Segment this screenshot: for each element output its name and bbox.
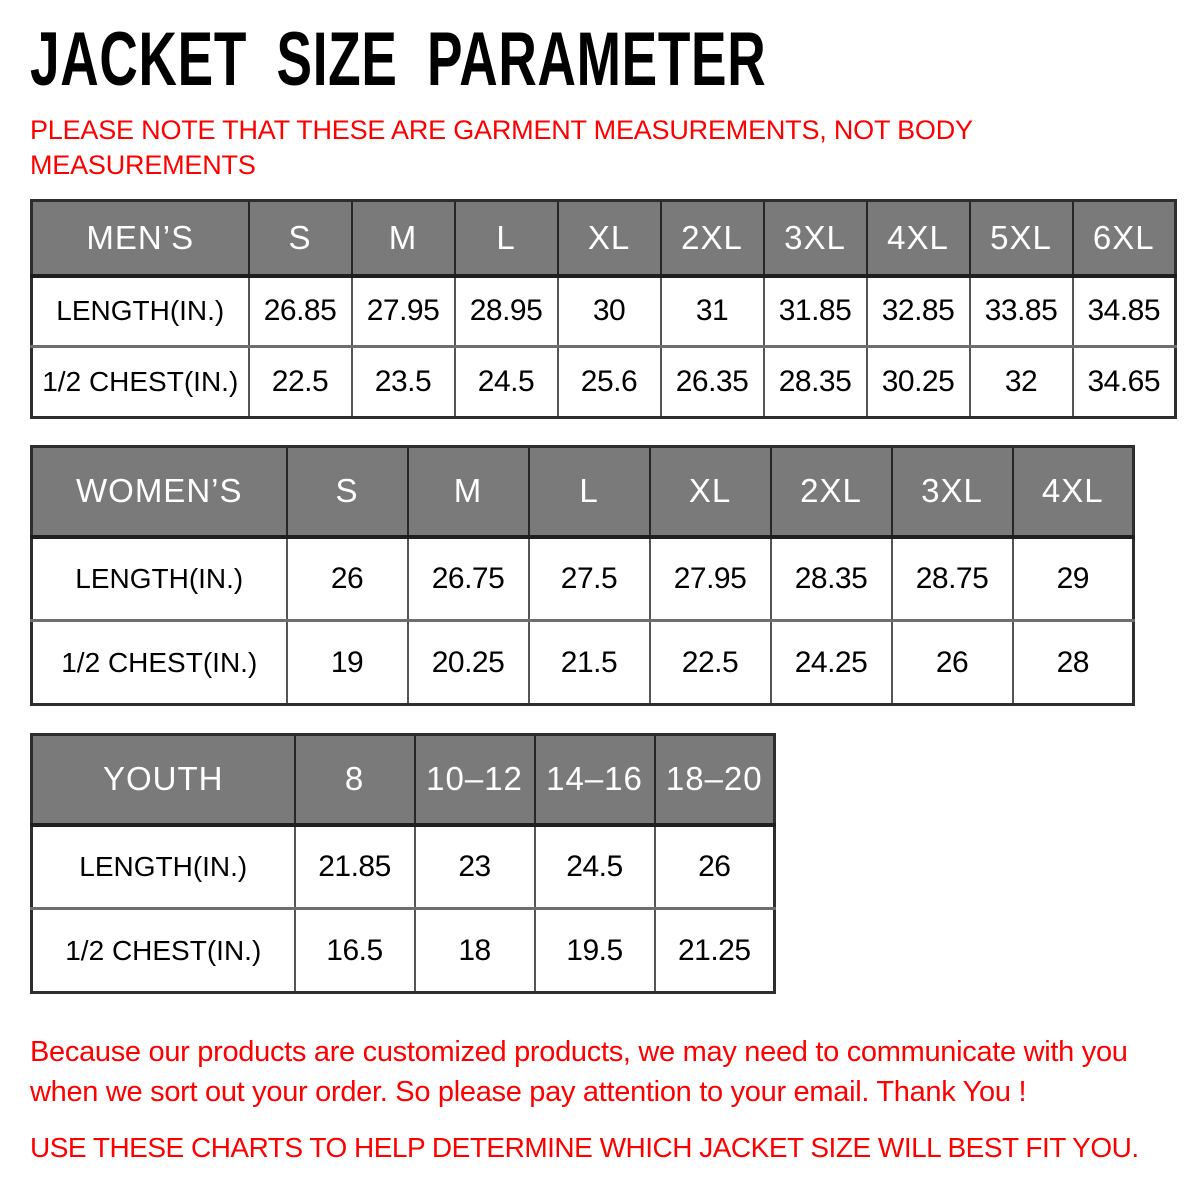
value-cell: 29 [1013, 537, 1134, 621]
size-chart-page [0, 17, 1200, 1200]
table-header-row [32, 201, 1176, 276]
garment-measurement-note [30, 113, 1170, 183]
size-header-cell: XL [650, 447, 771, 537]
size-header-cell: 18–20 [655, 735, 775, 825]
note-line: PLEASE NOTE THAT THESE ARE GARMENT MEASUREMENTS, NOT BODY [30, 115, 973, 145]
size-header-cell: S [287, 447, 408, 537]
value-cell: 21.25 [655, 909, 775, 993]
table-header-row [32, 735, 775, 825]
size-header-cell: 8 [295, 735, 415, 825]
value-cell: 28.35 [771, 537, 892, 621]
youth-size-table [30, 733, 776, 994]
value-cell: 34.85 [1073, 276, 1176, 347]
row-label-cell: 1/2 CHEST(IN.) [32, 621, 287, 705]
value-cell: 22.5 [249, 347, 352, 418]
size-header-cell: 14–16 [535, 735, 655, 825]
value-cell: 20.25 [408, 621, 529, 705]
table-row [32, 276, 1176, 347]
value-cell: 18 [415, 909, 535, 993]
value-cell: 30 [558, 276, 661, 347]
size-header-cell: 10–12 [415, 735, 535, 825]
size-header-cell: 2XL [771, 447, 892, 537]
table-row [32, 537, 1134, 621]
mens-size-table [30, 199, 1177, 419]
value-cell: 33.85 [970, 276, 1073, 347]
value-cell: 28 [1013, 621, 1134, 705]
table-title-cell: WOMEN’S [32, 447, 287, 537]
value-cell: 26.85 [249, 276, 352, 347]
value-cell: 27.95 [650, 537, 771, 621]
page-title: JACKET SIZE PARAMETER [30, 17, 767, 102]
value-cell: 24.5 [535, 825, 655, 909]
size-header-cell: S [249, 201, 352, 276]
customization-note-line: when we sort out your order. So please pay attention to your email. Thank You ! [30, 1076, 1027, 1108]
size-header-cell: 3XL [892, 447, 1013, 537]
note-line: MEASUREMENTS [30, 150, 256, 180]
womens-size-table [30, 445, 1135, 706]
table-header-row [32, 447, 1134, 537]
value-cell: 31 [661, 276, 764, 347]
size-header-cell: 4XL [1013, 447, 1134, 537]
value-cell: 31.85 [764, 276, 867, 347]
value-cell: 23.5 [352, 347, 455, 418]
value-cell: 28.95 [455, 276, 558, 347]
value-cell: 23 [415, 825, 535, 909]
value-cell: 26 [892, 621, 1013, 705]
row-label-cell: LENGTH(IN.) [32, 276, 249, 347]
size-header-cell: 4XL [867, 201, 970, 276]
value-cell: 32 [970, 347, 1073, 418]
size-header-cell: M [408, 447, 529, 537]
value-cell: 24.5 [455, 347, 558, 418]
value-cell: 26 [287, 537, 408, 621]
value-cell: 26.35 [661, 347, 764, 418]
value-cell: 16.5 [295, 909, 415, 993]
usage-note: USE THESE CHARTS TO HELP DETERMINE WHICH JACKET SIZE WILL BEST FIT YOU. [30, 1132, 1139, 1163]
customization-note [30, 1032, 1170, 1112]
value-cell: 32.85 [867, 276, 970, 347]
size-header-cell: XL [558, 201, 661, 276]
value-cell: 25.6 [558, 347, 661, 418]
size-header-cell: 2XL [661, 201, 764, 276]
value-cell: 24.25 [771, 621, 892, 705]
value-cell: 19 [287, 621, 408, 705]
size-header-cell: L [455, 201, 558, 276]
size-header-cell: M [352, 201, 455, 276]
value-cell: 21.85 [295, 825, 415, 909]
table-title-cell: MEN’S [32, 201, 249, 276]
table-row [32, 825, 775, 909]
value-cell: 26.75 [408, 537, 529, 621]
value-cell: 34.65 [1073, 347, 1176, 418]
size-header-cell: 3XL [764, 201, 867, 276]
value-cell: 27.5 [529, 537, 650, 621]
value-cell: 22.5 [650, 621, 771, 705]
value-cell: 30.25 [867, 347, 970, 418]
table-title-cell: YOUTH [32, 735, 295, 825]
value-cell: 21.5 [529, 621, 650, 705]
row-label-cell: LENGTH(IN.) [32, 825, 295, 909]
row-label-cell: 1/2 CHEST(IN.) [32, 909, 295, 993]
value-cell: 28.75 [892, 537, 1013, 621]
row-label-cell: LENGTH(IN.) [32, 537, 287, 621]
value-cell: 26 [655, 825, 775, 909]
size-header-cell: 5XL [970, 201, 1073, 276]
value-cell: 27.95 [352, 276, 455, 347]
value-cell: 28.35 [764, 347, 867, 418]
table-row [32, 909, 775, 993]
size-header-cell: 6XL [1073, 201, 1176, 276]
customization-note-line: Because our products are customized products, we may need to communicate with you [30, 1036, 1128, 1068]
row-label-cell: 1/2 CHEST(IN.) [32, 347, 249, 418]
table-row [32, 621, 1134, 705]
table-row [32, 347, 1176, 418]
size-header-cell: L [529, 447, 650, 537]
value-cell: 19.5 [535, 909, 655, 993]
